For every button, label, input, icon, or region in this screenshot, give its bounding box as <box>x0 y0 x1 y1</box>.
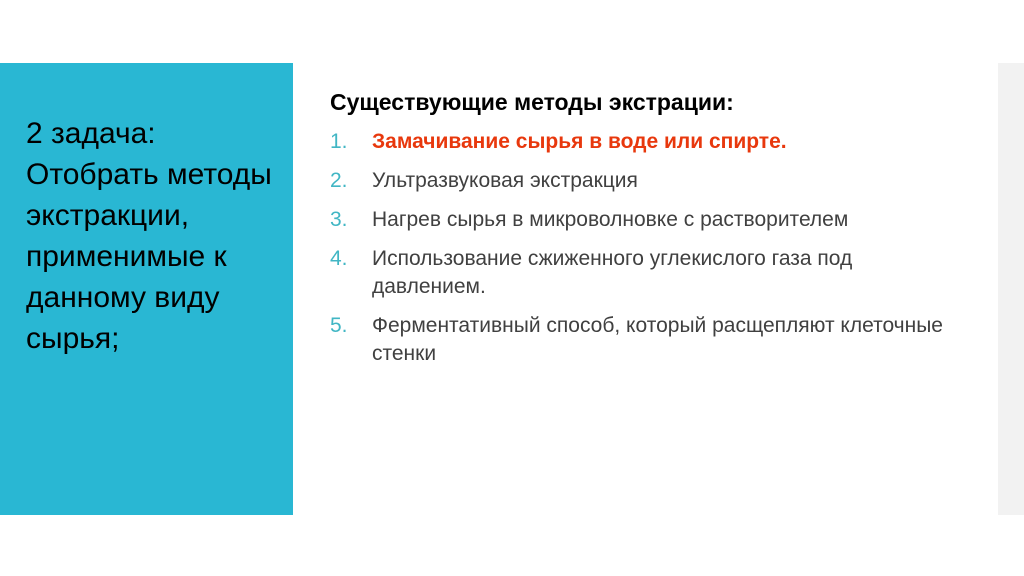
list-item-label: Ультразвуковая экстракция <box>372 169 638 192</box>
methods-list <box>330 128 950 368</box>
list-item <box>330 128 950 156</box>
list-item <box>330 206 950 234</box>
list-item-label: Ферментативный способ, который расщепляют клеточные стенки <box>372 314 943 365</box>
title-panel <box>0 63 293 515</box>
list-item-label: Замачивание сырья в воде или спирте. <box>372 130 787 153</box>
list-item-number: 2. <box>330 169 348 192</box>
list-item-number: 5. <box>330 314 348 337</box>
page-title: 2 задача: Отобрать методы экстракции, применимые к данному виду сырья; <box>26 117 272 355</box>
list-item-number: 4. <box>330 247 348 270</box>
list-item-number: 1. <box>330 130 348 153</box>
list-item-label: Нагрев сырья в микроволновке с растворителем <box>372 208 849 231</box>
content-heading: Существующие методы экстрации: <box>330 89 734 115</box>
list-item <box>330 167 950 195</box>
decorative-right-strip <box>998 63 1024 515</box>
list-item <box>330 245 950 301</box>
list-item-number: 3. <box>330 208 348 231</box>
list-item <box>330 312 950 368</box>
content-area <box>330 88 950 379</box>
list-item-label: Использование сжиженного углекислого газа под давлением. <box>372 247 853 298</box>
